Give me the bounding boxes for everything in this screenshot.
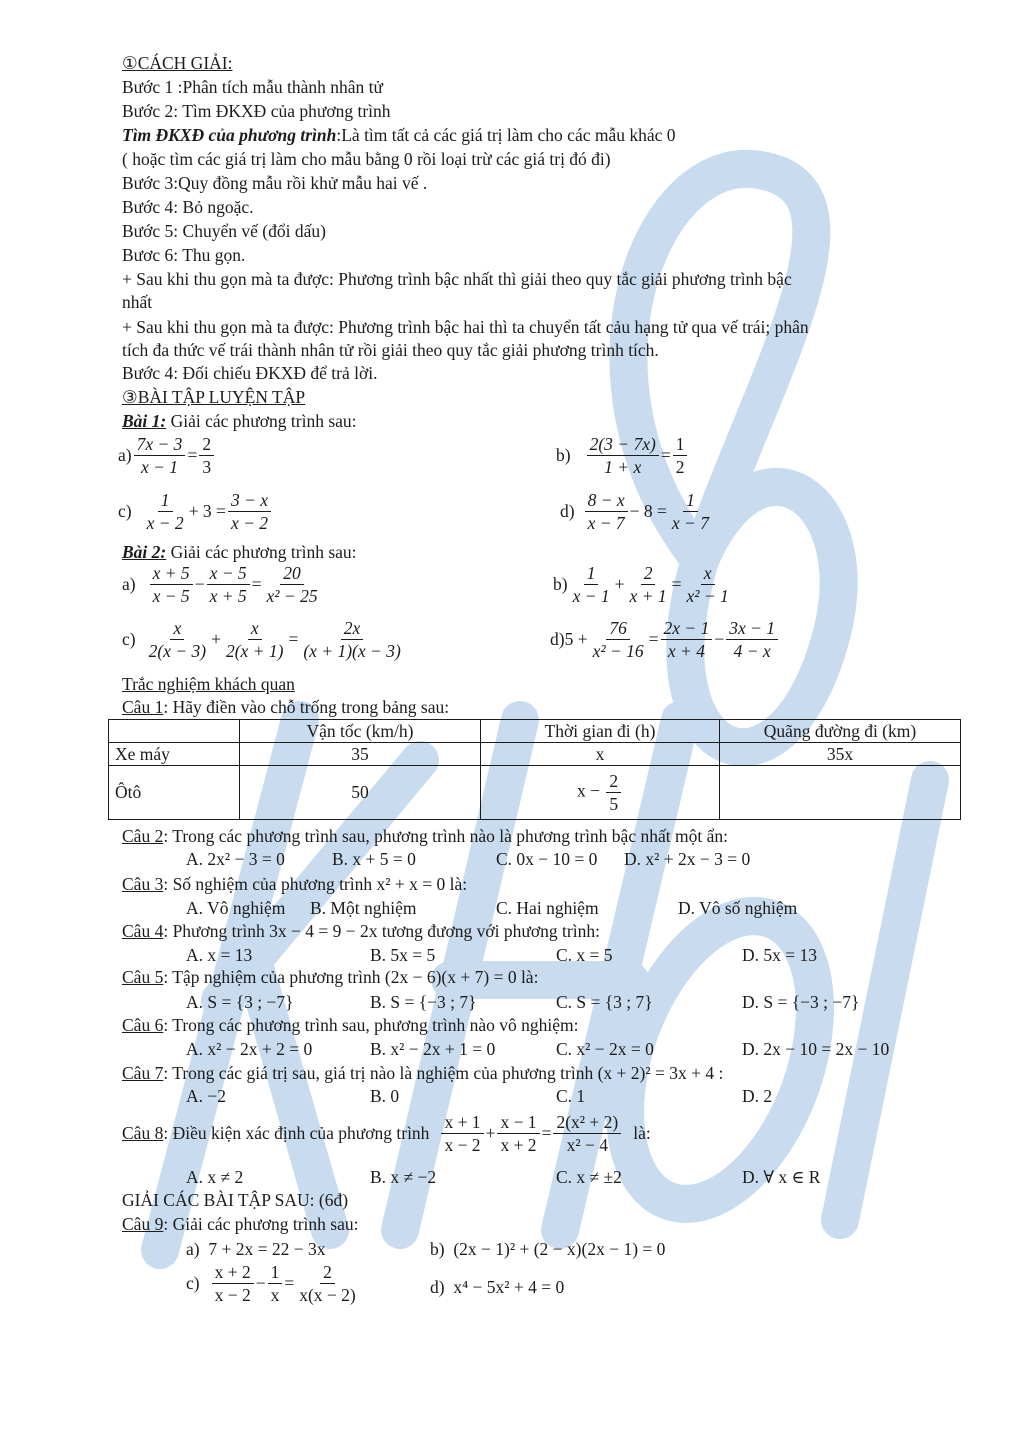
question-5 (122, 966, 538, 988)
step-line: Bước 3:Quy đồng mẫu rồi khử mẫu hai vế . (122, 173, 428, 193)
label-b: b) (430, 1239, 445, 1259)
dkxd-title: Tìm ĐKXĐ của phương trình (122, 125, 337, 145)
numerator: 20 (280, 563, 304, 585)
denominator: x − 2 (214, 1285, 251, 1305)
op: = (251, 574, 262, 594)
table-cell-blank[interactable] (720, 766, 961, 820)
denominator: x(x − 2) (299, 1285, 356, 1305)
op: = (284, 1273, 295, 1293)
exercise-1-title (122, 410, 357, 432)
option-c: C. S = {3 ; 7} (556, 992, 653, 1012)
numerator: 2 (320, 1262, 335, 1284)
question-label: Câu 7 (122, 1063, 164, 1083)
dkxd-note: ( hoặc tìm các giá trị làm cho mẫu bằng 0 rồi loại trừ các giá trị đó đi) (122, 149, 611, 169)
denominator: x² − 25 (266, 586, 318, 606)
equation-9c (186, 1262, 361, 1305)
numerator: x + 5 (150, 563, 193, 585)
table-cell (109, 720, 240, 743)
question-label: Câu 1 (122, 697, 164, 717)
denominator: x + 2 (500, 1135, 537, 1155)
step-line: Bước 5: Chuyển vế (đổi dấu) (122, 221, 326, 241)
quiz-title: Trắc nghiệm khách quan (122, 674, 295, 694)
op: + 3 = (188, 501, 226, 521)
option-b: B. Một nghiệm (310, 898, 417, 918)
denominator: (x + 1)(x − 3) (303, 641, 401, 661)
numerator: 1 (673, 434, 688, 456)
table-cell (481, 766, 720, 820)
denominator: 3 (202, 457, 212, 477)
denominator: 2 (675, 457, 685, 477)
op: + (211, 629, 221, 649)
equation-text: 7 + 2x = 22 − 3x (208, 1239, 326, 1259)
option-d: D. ∀ x ∈ R (742, 1167, 821, 1187)
denominator: x − 7 (671, 513, 709, 533)
equation-1d (560, 490, 714, 533)
denominator: x² − 4 (566, 1135, 609, 1155)
equation-9a (186, 1238, 325, 1260)
numerator: 1 (268, 1262, 283, 1284)
label-b: b) (553, 574, 568, 594)
op: − 8 = (629, 501, 667, 521)
table-header: Quãng đường đi (km) (720, 720, 961, 743)
option-d: D. x² + 2x − 3 = 0 (624, 849, 751, 869)
option-c: C. x² − 2x = 0 (556, 1039, 654, 1059)
denominator: 5 (609, 794, 619, 814)
question-label: Câu 8 (122, 1123, 164, 1143)
option-d: D. Vô số nghiệm (678, 898, 798, 918)
denominator: x² − 1 (686, 586, 729, 606)
question-text: : Hãy điền vào chỗ trống trong bảng sau: (163, 697, 450, 717)
op: = (288, 629, 299, 649)
question-text-end: là: (633, 1123, 651, 1143)
section-heading-practice: ③BÀI TẬP LUYỆN TẬP (122, 387, 306, 407)
denominator: 2(x − 3) (148, 641, 207, 661)
exercise-2-text: Giải các phương trình sau: (166, 542, 357, 562)
question-1 (122, 696, 449, 718)
exercise-1-text: Giải các phương trình sau: (166, 411, 357, 431)
denominator: x − 1 (572, 586, 610, 606)
question-8 (122, 1112, 651, 1155)
option-c: C. Hai nghiệm (496, 898, 599, 918)
denominator: x − 5 (152, 586, 190, 606)
numerator: 2x (341, 618, 364, 640)
denominator: x − 2 (230, 513, 269, 533)
numerator: 2 (641, 563, 656, 585)
denominator: 1 + x (604, 457, 642, 477)
option-b: B. S = {−3 ; 7} (370, 992, 477, 1012)
denominator: x² − 16 (592, 641, 644, 661)
time-prefix: x − (576, 780, 600, 801)
question-9 (122, 1213, 358, 1235)
label-d: d) (430, 1277, 445, 1297)
note-line: tích đa thức vế trái thành nhân tử rồi giải theo quy tắc giải phương trình tích. (122, 340, 659, 360)
label-c: c) (122, 629, 136, 649)
question-text: : Điều kiện xác định của phương trình (163, 1123, 430, 1143)
label-c: c) (186, 1273, 200, 1293)
note-line: + Sau khi thu gọn mà ta được: Phương trình bậc hai thì ta chuyển tất cảu hạng tử qua vế trái; phân (122, 317, 809, 337)
question-7 (122, 1062, 723, 1084)
op: = (648, 629, 659, 649)
op: + (485, 1123, 496, 1143)
op: − (194, 574, 205, 594)
numerator: 2 (606, 771, 621, 793)
table-header-row (109, 720, 961, 743)
table-cell: 35 (240, 743, 481, 766)
question-label: Câu 2 (122, 826, 164, 846)
option-a: A. −2 (186, 1086, 227, 1106)
step-line: Bước 4: Đối chiếu ĐKXĐ để trả lời. (122, 363, 378, 383)
label-a: a) (122, 574, 136, 594)
option-b: B. x² − 2x + 1 = 0 (370, 1039, 496, 1059)
table-row (109, 743, 961, 766)
option-c: C. x ≠ ±2 (556, 1167, 622, 1187)
op: + (614, 574, 625, 594)
option-b: B. 5x = 5 (370, 945, 436, 965)
option-c: C. 0x − 10 = 0 (496, 849, 598, 869)
numerator: x − 5 (207, 563, 250, 585)
denominator: x − 7 (587, 513, 625, 533)
table-cell: 50 (240, 766, 481, 820)
question-label: Câu 9 (122, 1214, 164, 1234)
option-a: A. Vô nghiệm (186, 898, 286, 918)
question-4 (122, 920, 600, 942)
option-d: D. 2 (742, 1086, 773, 1106)
option-d: D. 5x = 13 (742, 945, 818, 965)
op: = (671, 574, 682, 594)
option-b: B. x ≠ −2 (370, 1167, 437, 1187)
equation-1c (118, 490, 273, 533)
numerator: x + 2 (212, 1262, 254, 1284)
numerator: 2(3 − 7x) (587, 434, 659, 456)
equation-1a (118, 434, 216, 477)
table-header: Thời gian đi (h) (481, 720, 720, 743)
numerator: 1 (158, 490, 173, 512)
option-b: B. 0 (370, 1086, 400, 1106)
question-text: : Số nghiệm của phương trình x² + x = 0 là: (163, 874, 468, 894)
table-row (109, 766, 961, 820)
option-a: A. x² − 2x + 2 = 0 (186, 1039, 313, 1059)
exercise-2-title (122, 541, 357, 563)
option-a: A. x ≠ 2 (186, 1167, 244, 1187)
numerator: 76 (606, 618, 630, 640)
option-a: A. x = 13 (186, 945, 253, 965)
question-3 (122, 873, 467, 895)
question-text: : Tập nghiệm của phương trình (2x − 6)(x + 7) = 0 là: (163, 967, 539, 987)
numerator: 2 (199, 434, 214, 456)
label-b: b) (556, 445, 571, 465)
table-cell: x (481, 743, 720, 766)
option-b: B. x + 5 = 0 (332, 849, 416, 869)
question-text: : Trong các giá trị sau, giá trị nào là nghiệm của phương trình (x + 2)² = 3x + 4 : (163, 1063, 724, 1083)
numerator: 1 (584, 563, 599, 585)
question-text: : Trong các phương trình sau, phương trình nào là phương trình bậc nhất một ẩn: (163, 826, 728, 846)
section-heading-exercises: GIẢI CÁC BÀI TẬP SAU: (6đ) (122, 1190, 349, 1210)
step-line: Bươc 6: Thu gọn. (122, 245, 246, 265)
op: = (187, 445, 198, 465)
section-heading-method: ①CÁCH GIẢI: (122, 53, 233, 73)
step-line: Bước 4: Bỏ ngoặc. (122, 197, 254, 217)
exercise-2-label: Bài 2: (122, 542, 167, 562)
label-a: a) (118, 445, 132, 465)
numerator: 3x − 1 (726, 618, 778, 640)
denominator: x + 1 (629, 586, 667, 606)
numerator: 8 − x (585, 490, 628, 512)
equation-2c (122, 618, 406, 661)
question-label: Câu 5 (122, 967, 164, 987)
denominator: x − 1 (140, 457, 179, 477)
label-d: d) (550, 629, 565, 649)
op: − (714, 629, 725, 649)
numerator: 2x − 1 (661, 618, 713, 640)
label-c: c) (118, 501, 132, 521)
option-a: A. S = {3 ; −7} (186, 992, 294, 1012)
step-line: Bước 2: Tìm ĐKXĐ của phương trình (122, 101, 391, 121)
denominator: 2(x + 1) (225, 641, 284, 661)
equation-9d (430, 1276, 564, 1298)
numerator: x (248, 618, 262, 640)
step-line: Bước 1 :Phân tích mẫu thành nhân tử (122, 77, 384, 97)
option-d: D. S = {−3 ; −7} (742, 992, 860, 1012)
exercise-1-label: Bài 1: (122, 411, 167, 431)
op: = (660, 445, 671, 465)
equation-2b (553, 563, 734, 606)
numerator: x − 1 (497, 1112, 539, 1134)
note-line: nhất (122, 292, 153, 312)
option-c: C. 1 (556, 1086, 586, 1106)
equation-2a (122, 563, 323, 606)
table-cell: Ôtô (109, 766, 240, 820)
op: = (541, 1123, 552, 1143)
question-label: Câu 6 (122, 1015, 164, 1035)
denominator: x − 2 (444, 1135, 481, 1155)
dkxd-text: :Là tìm tất cả các giá trị làm cho các mẫu khác 0 (336, 125, 676, 145)
denominator: x + 4 (667, 641, 705, 661)
equation-9b (430, 1238, 665, 1260)
option-c: C. x = 5 (556, 945, 613, 965)
table-header: Vận tốc (km/h) (240, 720, 481, 743)
label-d: d) (560, 501, 575, 521)
numerator: 7x − 3 (134, 434, 186, 456)
numerator: x (170, 618, 184, 640)
equation-text: (2x − 1)² + (2 − x)(2x − 1) = 0 (453, 1239, 666, 1259)
op: − (255, 1273, 266, 1293)
dkxd-definition (122, 124, 676, 146)
fill-in-table (108, 719, 961, 820)
option-a: A. 2x² − 3 = 0 (186, 849, 285, 869)
numerator: x (701, 563, 715, 585)
question-6 (122, 1014, 578, 1036)
op: 5 + (564, 629, 588, 649)
table-cell: 35x (720, 743, 961, 766)
question-text: : Trong các phương trình sau, phương trình nào vô nghiệm: (163, 1015, 579, 1035)
question-label: Câu 4 (122, 921, 164, 941)
denominator: x + 5 (209, 586, 247, 606)
equation-1b (556, 434, 689, 477)
question-label: Câu 3 (122, 874, 164, 894)
question-text: : Giải các phương trình sau: (163, 1214, 359, 1234)
equation-2d (550, 618, 780, 661)
numerator: 3 − x (228, 490, 271, 512)
question-2 (122, 825, 728, 847)
question-text: : Phương trình 3x − 4 = 9 − 2x tương đương với phương trình: (163, 921, 600, 941)
table-cell: Xe máy (109, 743, 240, 766)
label-a: a) (186, 1239, 200, 1259)
numerator: 1 (683, 490, 698, 512)
denominator: x − 2 (146, 513, 184, 533)
numerator: 2(x² + 2) (553, 1112, 621, 1134)
note-line: + Sau khi thu gọn mà ta được: Phương trình bậc nhất thì giải theo quy tắc giải phương trình bậc (122, 269, 792, 289)
denominator: 4 − x (733, 641, 771, 661)
denominator: x (270, 1285, 280, 1305)
numerator: x + 1 (441, 1112, 483, 1134)
option-d: D. 2x − 10 = 2x − 10 (742, 1039, 890, 1059)
equation-text: x⁴ − 5x² + 4 = 0 (453, 1277, 565, 1297)
